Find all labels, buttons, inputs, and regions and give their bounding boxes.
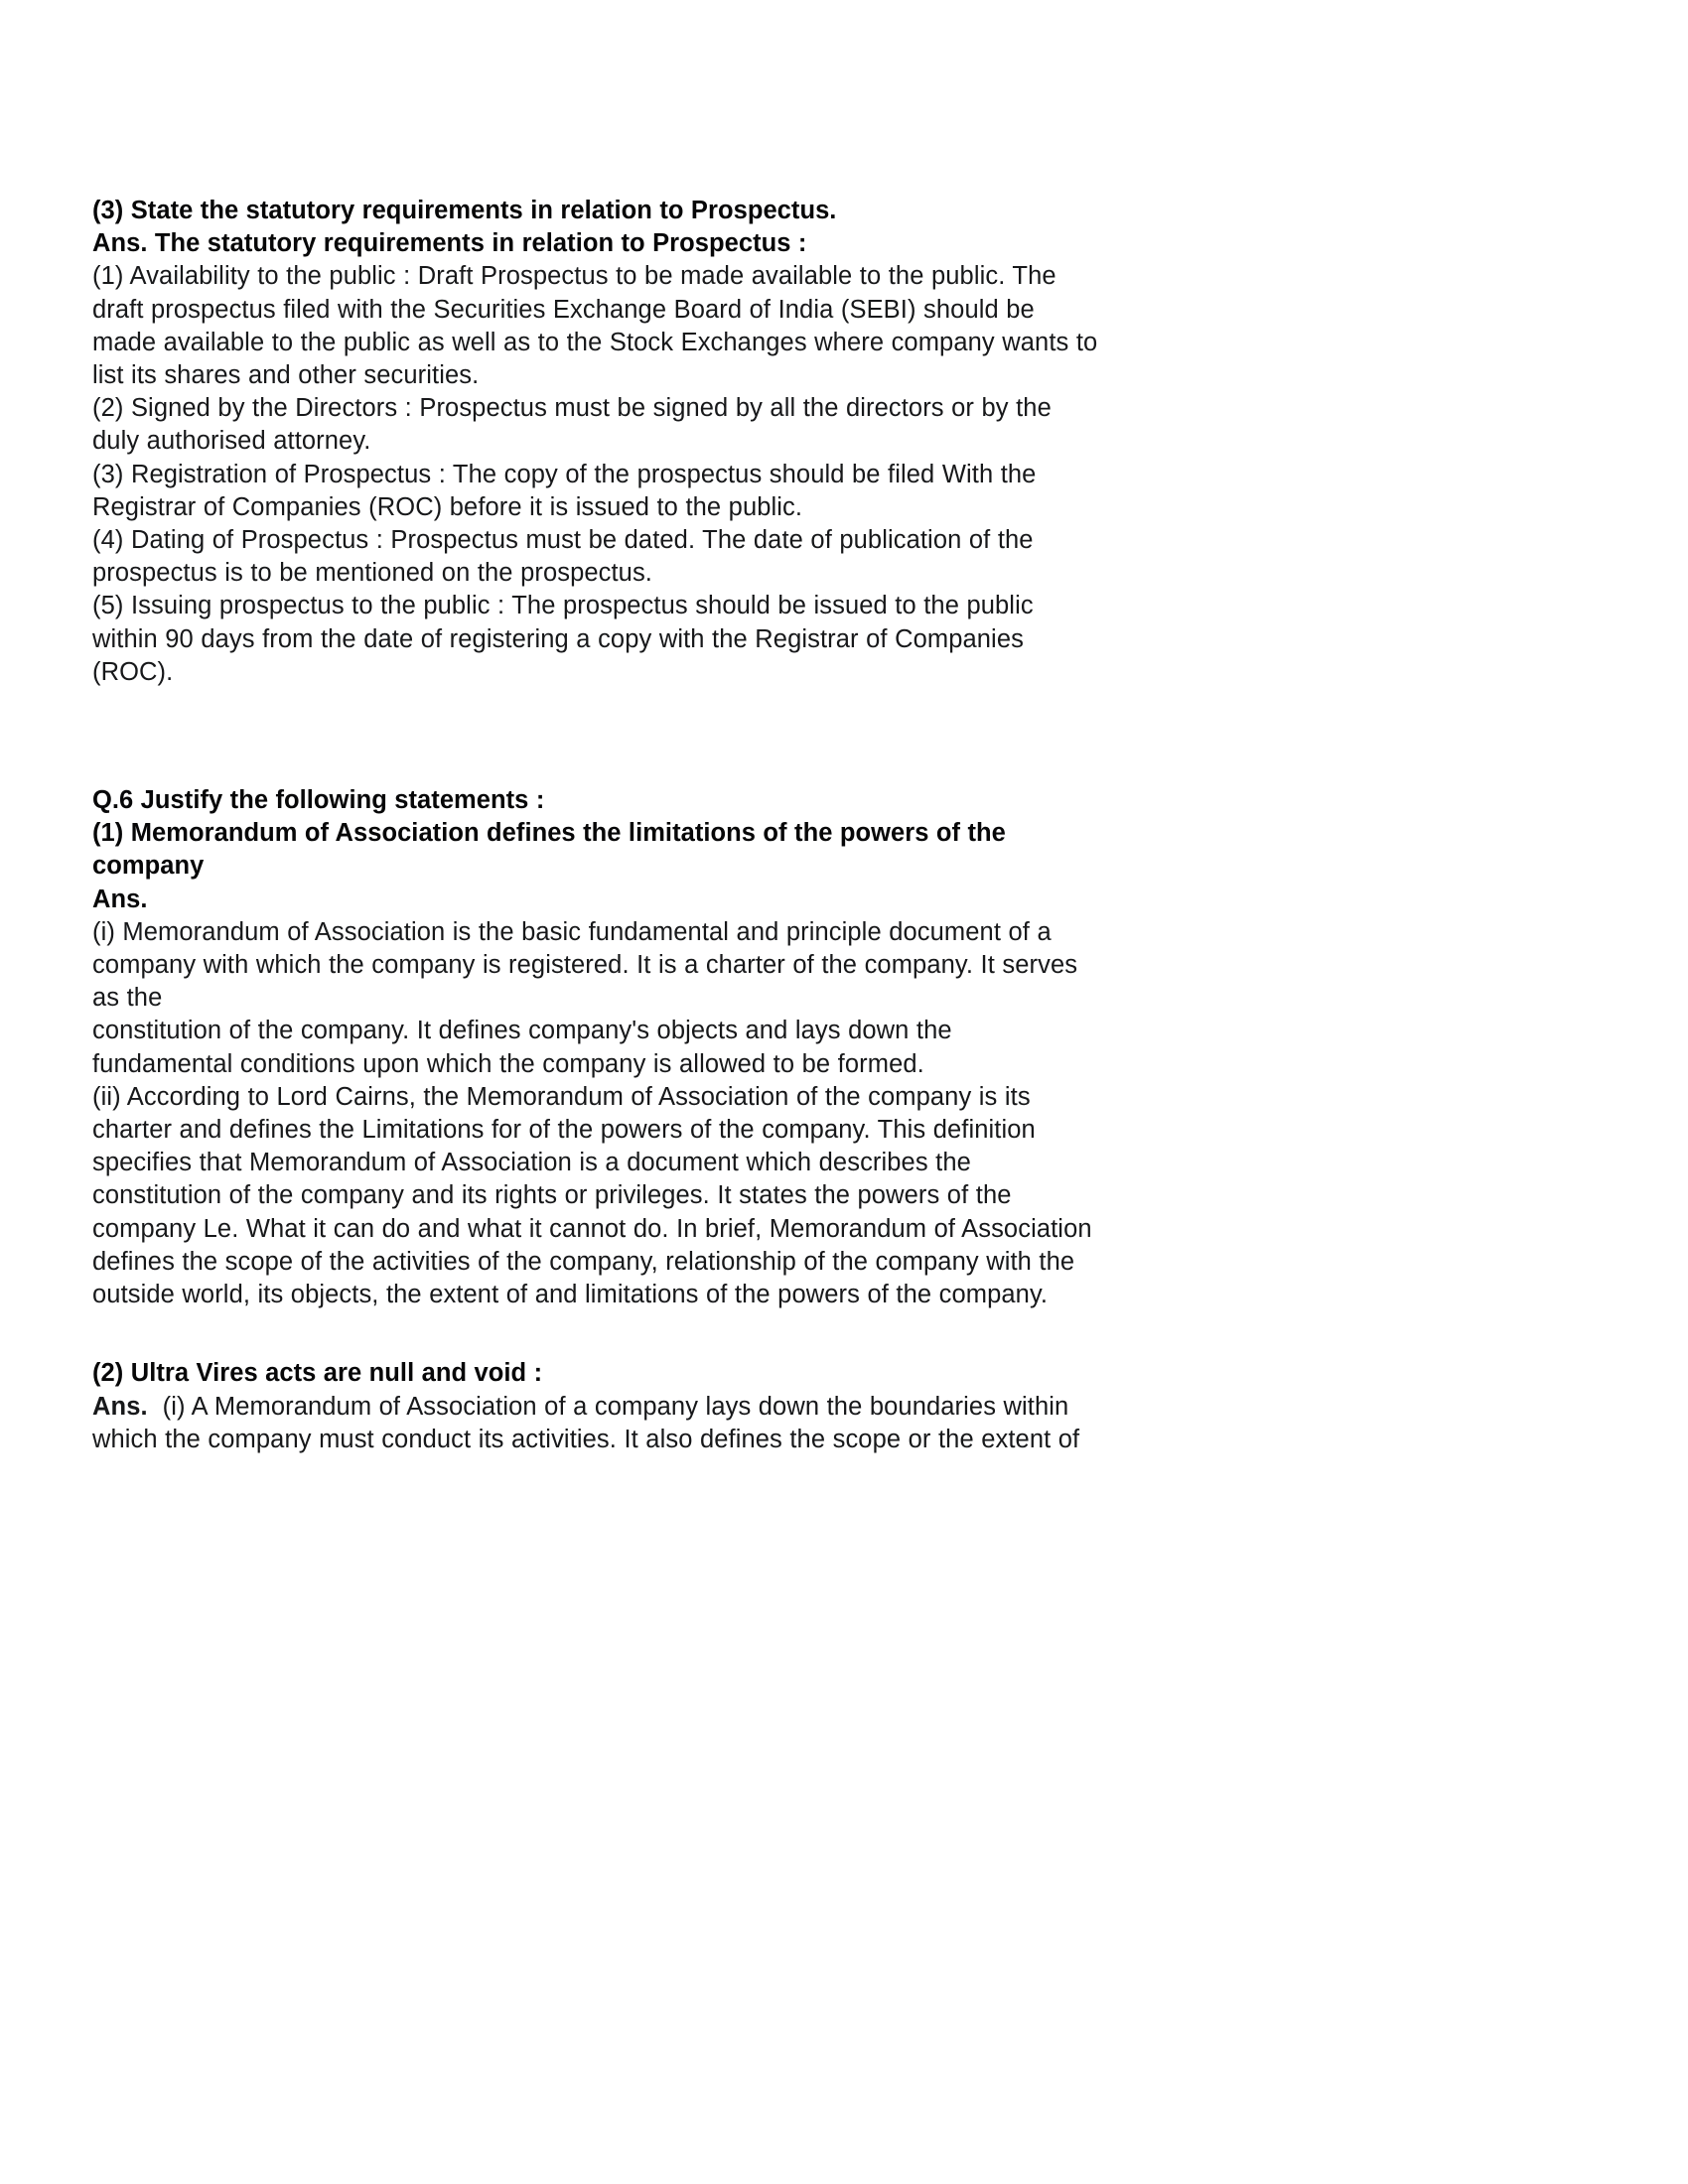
prospectus-req-line-10: prospectus is to be mentioned on the prospectus. bbox=[92, 559, 652, 588]
moa-line-6: (ii) According to Lord Cairns, the Memorandum of Association of the company is its bbox=[92, 1082, 1031, 1111]
prospectus-req-line-1: (1) Availability to the public : Draft Prospectus to be made available to the public. The bbox=[92, 262, 1056, 291]
prospectus-req-line-3: made available to the public as well as to the Stock Exchanges where company wants to bbox=[92, 328, 1098, 356]
prospectus-req-line-4: list its shares and other securities. bbox=[92, 361, 480, 390]
moa-line-9: constitution of the company and its rights or privileges. It states the powers of the bbox=[92, 1181, 1012, 1210]
moa-line-12: outside world, its objects, the extent of and limitations of the powers of the company. bbox=[92, 1281, 1049, 1309]
moa-line-2: company with which the company is registered. It is a charter of the company. It serves bbox=[92, 951, 1078, 980]
page-content bbox=[92, 195, 1125, 1456]
question-3-heading: (3) State the statutory requirements in relation to Prospectus. bbox=[92, 197, 837, 224]
prospectus-req-line-8: Registrar of Companies (ROC) before it is issued to the public. bbox=[92, 492, 803, 521]
prospectus-req-line-9: (4) Dating of Prospectus : Prospectus must be dated. The date of publication of the bbox=[92, 526, 1034, 555]
moa-line-7: charter and defines the Limitations for of the powers of the company. This definition bbox=[92, 1116, 1036, 1145]
moa-line-11: defines the scope of the activities of the company, relationship of the company with the bbox=[92, 1247, 1075, 1276]
moa-line-4: constitution of the company. It defines company's objects and lays down the bbox=[92, 1017, 952, 1045]
moa-line-3: as the bbox=[92, 984, 163, 1013]
section-prospectus-requirements bbox=[92, 195, 1125, 689]
prospectus-req-line-11: (5) Issuing prospectus to the public : The prospectus should be issued to the public bbox=[92, 592, 1034, 620]
statement-1-answer-label: Ans. bbox=[92, 885, 148, 913]
moa-line-5: fundamental conditions upon which the company is allowed to be formed. bbox=[92, 1049, 924, 1078]
ultra-vires-line-2: which the company must conduct its activities. It also defines the scope or the extent of bbox=[92, 1425, 1080, 1453]
statement-2-heading: (2) Ultra Vires acts are null and void : bbox=[92, 1359, 543, 1388]
prospectus-req-line-12: within 90 days from the date of registering a copy with the Registrar of Companies bbox=[92, 624, 1024, 653]
answer-label: Ans. bbox=[92, 1392, 148, 1421]
prospectus-req-line-5: (2) Signed by the Directors : Prospectus must be signed by all the directors or by the bbox=[92, 394, 1052, 423]
moa-line-1: (i) Memorandum of Association is the basic fundamental and principle document of a bbox=[92, 917, 1052, 946]
statement-1-heading-line-2: company bbox=[92, 852, 205, 881]
prospectus-req-line-13: (ROC). bbox=[92, 657, 174, 686]
moa-line-8: specifies that Memorandum of Association is a document which describes the bbox=[92, 1149, 971, 1177]
question-3-answer-heading: Ans. The statutory requirements in relation to Prospectus : bbox=[92, 229, 807, 258]
section-ultra-vires bbox=[92, 1357, 1125, 1456]
ultra-vires-answer-text: (i) A Memorandum of Association of a company lays down the boundaries within bbox=[147, 1392, 1069, 1421]
section-justify-statements bbox=[92, 784, 1125, 1311]
statement-1-heading-line-1: (1) Memorandum of Association defines the limitations of the powers of the bbox=[92, 819, 1006, 848]
ultra-vires-answer-line-1 bbox=[92, 1391, 1125, 1424]
moa-line-10: company Le. What it can do and what it cannot do. In brief, Memorandum of Association bbox=[92, 1214, 1092, 1243]
prospectus-req-line-6: duly authorised attorney. bbox=[92, 427, 371, 456]
question-6-heading: Q.6 Justify the following statements : bbox=[92, 786, 545, 815]
prospectus-req-line-7: (3) Registration of Prospectus : The copy of the prospectus should be filed With the bbox=[92, 460, 1037, 488]
section-spacer-1 bbox=[92, 689, 1125, 784]
prospectus-req-line-2: draft prospectus filed with the Securities Exchange Board of India (SEBI) should be bbox=[92, 295, 1035, 324]
section-spacer-2 bbox=[92, 1311, 1125, 1357]
